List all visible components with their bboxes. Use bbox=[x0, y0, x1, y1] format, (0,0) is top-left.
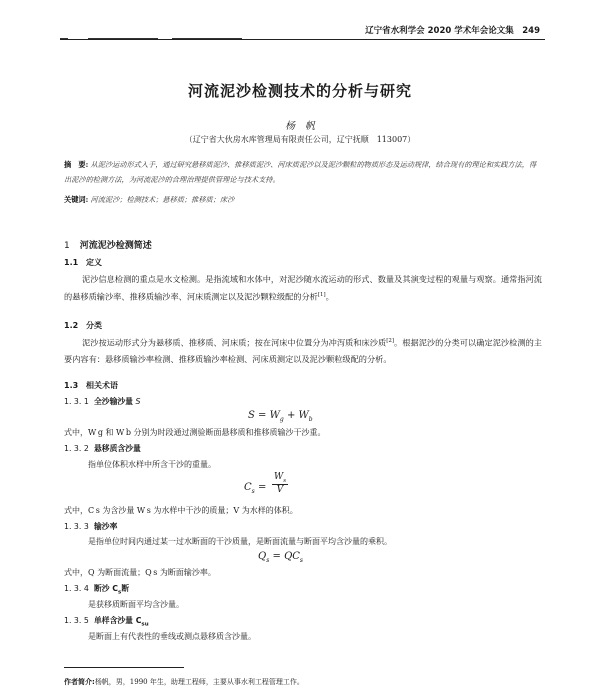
term-heading-1-3-3: 1. 3. 3 输沙率 bbox=[64, 522, 118, 531]
section-heading-1 bbox=[64, 238, 152, 251]
abstract bbox=[64, 157, 542, 187]
term-definition-1-3-3: 是指单位时间内通过某一过水断面的干沙质量，是断面流量与断面平均含沙量的乘积。 bbox=[88, 537, 392, 546]
equation-3: $Q_s = QC_s$ bbox=[258, 551, 304, 564]
term-heading-1-3-4: 1. 3. 4 断沙 $C_s$断 bbox=[64, 584, 130, 596]
term-heading-1-3-2: 1. 3. 2 悬移质含沙量 bbox=[64, 444, 141, 453]
section-title: 河流泥沙检测简述 bbox=[79, 241, 152, 251]
author: 杨 帆 bbox=[285, 121, 315, 132]
subsection-heading-1-1: 1.1 定义 bbox=[64, 258, 102, 267]
equation-1: $S = W_g + W_b$ bbox=[248, 410, 313, 423]
affiliation: （辽宁省大伙房水库管理局有限责任公司，辽宁抚顺 113007） bbox=[184, 135, 416, 144]
section-number: 1 bbox=[64, 241, 70, 251]
running-head: 辽宁省水利学会 2020 学术年会论文集 249 bbox=[365, 26, 540, 36]
term-heading-1-3-5: 1. 3. 5 单样含沙量 $C_{su}$ bbox=[64, 616, 149, 628]
term-definition-1-3-5: 是断面上有代表性的垂线或测点悬移质含沙量。 bbox=[88, 632, 256, 641]
subsection-heading-1-2: 1.2 分类 bbox=[64, 321, 102, 330]
paper-title: 河流泥沙检测技术的分析与研究 bbox=[187, 82, 412, 100]
fraction-numerator: $W_s$ bbox=[274, 472, 287, 484]
fraction-denominator: V bbox=[276, 484, 284, 495]
author-footnote bbox=[64, 677, 304, 687]
abstract-label: 摘 要: bbox=[64, 160, 89, 169]
equation-2-note: 式中，C s 为含沙量 W s 为水样中干沙的质量；V 为水样的体积。 bbox=[64, 506, 298, 515]
term-definition-1-3-4: 是获移质断面平均含沙量。 bbox=[88, 600, 184, 609]
paragraph-definition: 泥沙信息检测的重点是水文检测。是指流域和水体中，对泥沙随水流运动的形式、数量及其演变过程的观量与观察。通常指河流的悬移质输沙率、推移质输沙率、河床质测定以及泥沙颗粒级配的分析[1]。 bbox=[64, 274, 542, 302]
term-heading-1-3-1: 1. 3. 1 全沙输沙量 S bbox=[64, 397, 141, 406]
equation-2-lhs: $C_s$ = bbox=[244, 482, 267, 495]
keywords-label: 关键词: bbox=[64, 195, 89, 204]
keywords bbox=[64, 195, 234, 205]
equation-1-note: 式中，W g 和 W b 分别为时段通过测验断面悬移质和推移质输沙干沙重。 bbox=[64, 428, 326, 437]
equation-3-note: 式中，Q 为断面流量；Q s 为断面输沙率。 bbox=[64, 568, 216, 577]
abstract-text: 从泥沙运动形式入手，通过研究悬移质泥沙、推移质泥沙、河床质泥沙以及泥沙颗粒的物质形态及运动规律，结合现有的理论和实践方法，得出泥沙的检测方法，为河流泥沙的合理治理提供管理论与技术支持。 bbox=[64, 160, 537, 184]
citation: [1] bbox=[317, 292, 326, 298]
keywords-text: 河流泥沙；检测技术；悬移质；推移质；床沙 bbox=[90, 195, 235, 204]
footnote-rule bbox=[64, 667, 184, 668]
subsection-heading-1-3: 1.3 相关术语 bbox=[64, 381, 118, 390]
equation-2-fraction bbox=[272, 472, 288, 495]
footnote-text: 杨帆，男，1990 年生，助理工程师，主要从事水利工程管理工作。 bbox=[94, 678, 304, 686]
term-definition-1-3-2: 指单位体积水样中所含干沙的重量。 bbox=[88, 460, 216, 469]
paragraph-classification: 泥沙按运动形式分为悬移质、推移质、河床质；按在河床中位置分为冲泻质和床沙质[2]。根据泥沙的分类可以确定泥沙检测的主要内容有：悬移质输沙率检测、推移质输沙率检测、河床质测定以及泥沙颗粒级配的分析。 bbox=[64, 337, 542, 364]
citation: [2] bbox=[386, 338, 394, 344]
footnote-label: 作者简介: bbox=[64, 678, 95, 686]
header-rule bbox=[60, 39, 545, 40]
